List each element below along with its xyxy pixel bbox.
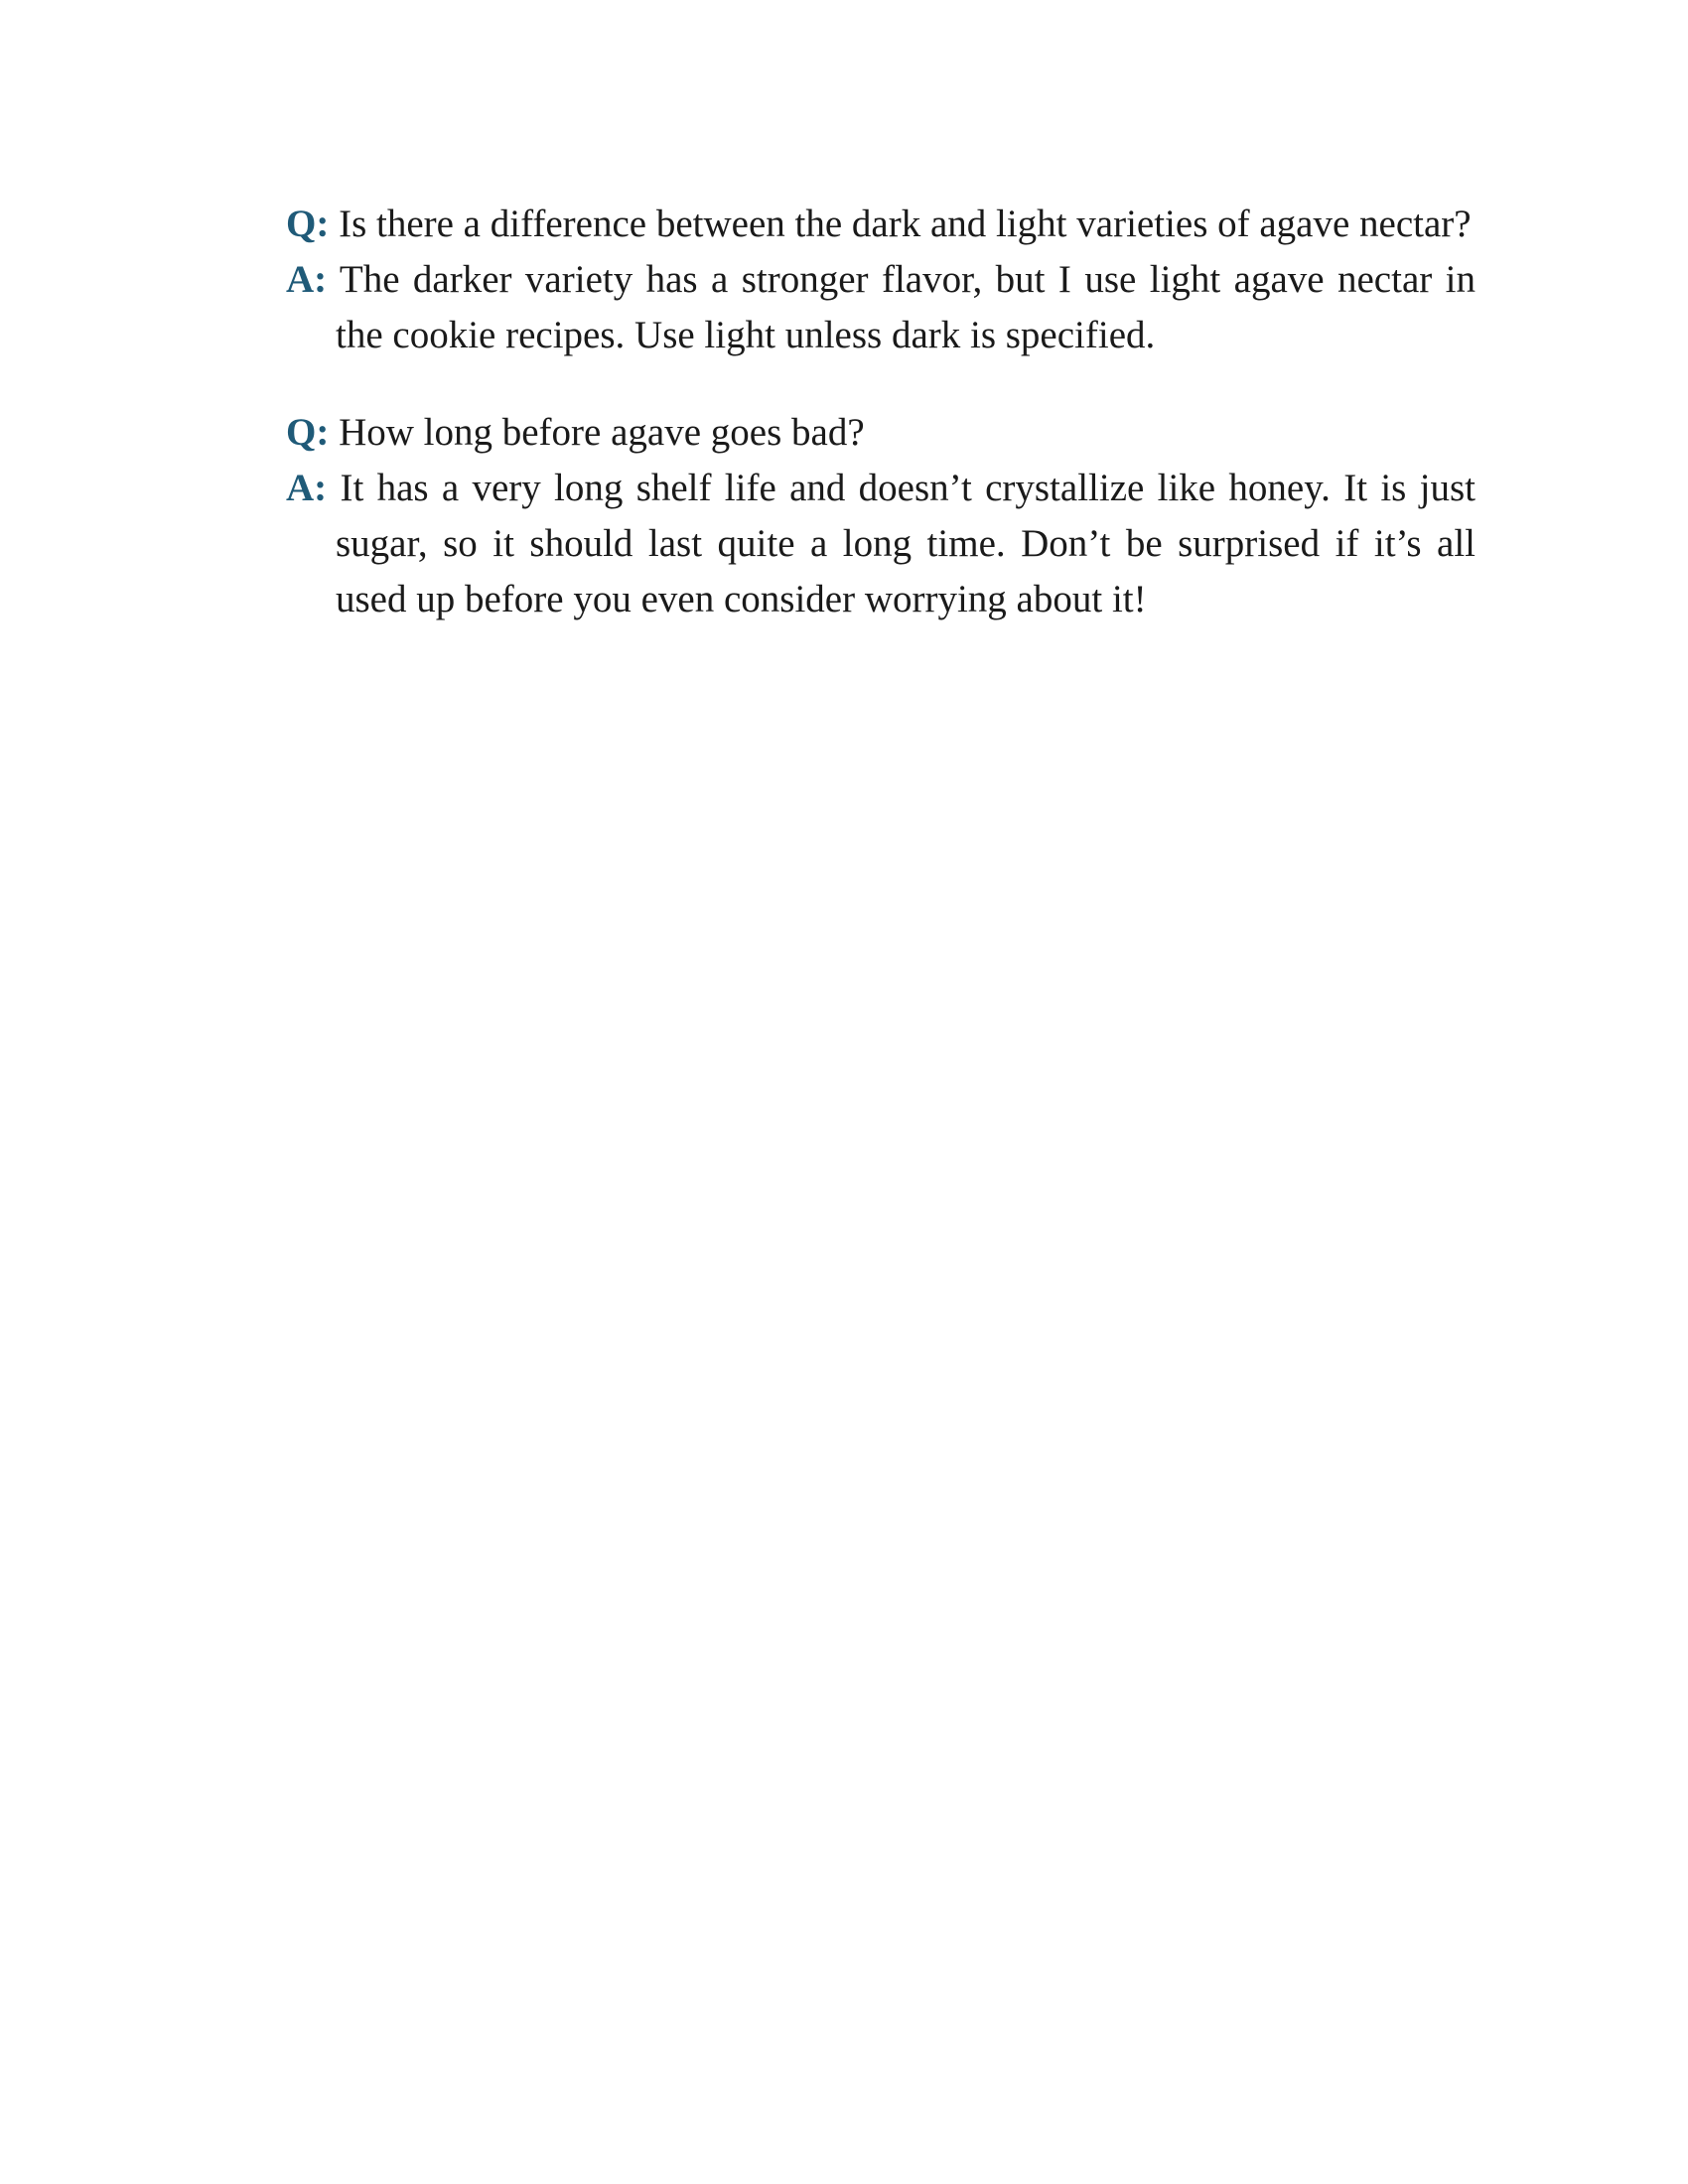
faq-item-1 <box>286 197 1476 363</box>
faq-section <box>286 197 1476 627</box>
answer-text: It has a very long shelf life and doesn’t crystallize like honey. It is just sugar, so it should last quite a long time. Don’t be surprised if it’s all used up before you even consider worrying about it! <box>336 467 1476 620</box>
question-label: Q: <box>286 411 330 454</box>
question-label: Q: <box>286 203 330 245</box>
answer <box>286 461 1476 627</box>
question <box>286 197 1476 252</box>
answer-label: A: <box>286 258 328 301</box>
question-text: Is there a difference between the dark and light varieties of agave nectar? <box>339 203 1472 245</box>
faq-item-2 <box>286 405 1476 627</box>
answer-text: The darker variety has a stronger flavor, but I use light agave nectar in the cookie recipes. Use light unless dark is specified. <box>336 258 1477 356</box>
answer-label: A: <box>286 467 328 509</box>
question-text: How long before agave goes bad? <box>339 411 865 454</box>
answer <box>286 252 1476 363</box>
question <box>286 405 1476 461</box>
